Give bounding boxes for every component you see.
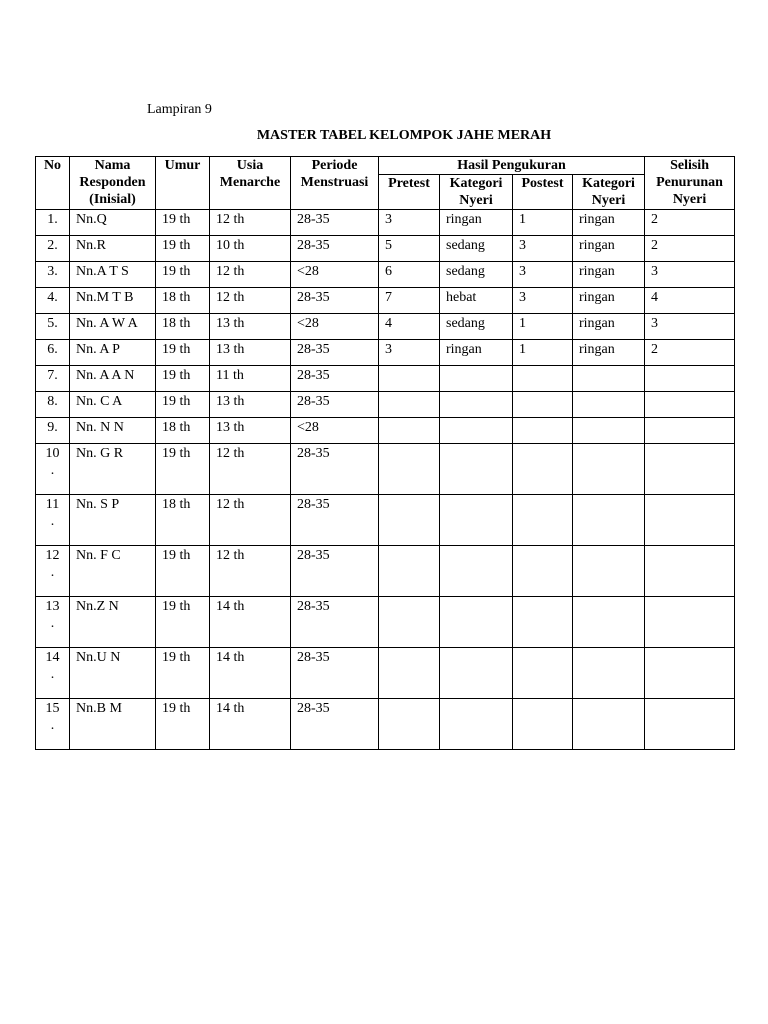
cell-no-text: 11 — [45, 497, 60, 512]
cell-kategori-pre: sedang — [440, 314, 513, 340]
cell-postest — [513, 366, 573, 392]
cell-kategori-post: ringan — [573, 314, 645, 340]
cell-kategori-post: ringan — [573, 262, 645, 288]
cell-usia-menarche: 14 th — [210, 597, 291, 648]
cell-kategori-pre: ringan — [440, 210, 513, 236]
cell-umur: 19 th — [156, 648, 210, 699]
cell-postest: 3 — [513, 236, 573, 262]
cell-nama: Nn. F C — [70, 546, 156, 597]
cell-usia-menarche: 13 th — [210, 392, 291, 418]
cell-selisih: 2 — [645, 210, 735, 236]
cell-kategori-post — [573, 392, 645, 418]
table-row — [36, 288, 735, 314]
cell-pretest: 3 — [379, 340, 440, 366]
cell-umur: 19 th — [156, 210, 210, 236]
cell-selisih — [645, 366, 735, 392]
header-row-1 — [36, 157, 735, 175]
cell-pretest: 6 — [379, 262, 440, 288]
cell-selisih: 3 — [645, 262, 735, 288]
cell-usia-menarche: 10 th — [210, 236, 291, 262]
cell-no — [36, 495, 70, 546]
cell-periode: 28-35 — [291, 546, 379, 597]
cell-usia-menarche: 12 th — [210, 288, 291, 314]
col-header-kategori-pre: Kategori Nyeri — [440, 175, 513, 210]
table-row — [36, 262, 735, 288]
cell-no — [36, 444, 70, 495]
cell-postest — [513, 444, 573, 495]
table-row — [36, 597, 735, 648]
cell-pretest: 7 — [379, 288, 440, 314]
cell-pretest — [379, 597, 440, 648]
cell-kategori-post — [573, 366, 645, 392]
cell-pretest — [379, 495, 440, 546]
cell-selisih: 3 — [645, 314, 735, 340]
cell-pretest — [379, 648, 440, 699]
table-row — [36, 699, 735, 750]
cell-no — [36, 236, 70, 262]
cell-nama: Nn. G R — [70, 444, 156, 495]
cell-umur: 18 th — [156, 314, 210, 340]
cell-usia-menarche: 14 th — [210, 648, 291, 699]
cell-no-period: . — [50, 463, 55, 478]
cell-umur: 19 th — [156, 392, 210, 418]
cell-usia-menarche: 12 th — [210, 262, 291, 288]
table-row — [36, 314, 735, 340]
cell-postest: 1 — [513, 210, 573, 236]
cell-no-period: . — [50, 718, 55, 733]
col-header-periode-menstruasi: Periode Menstruasi — [291, 157, 379, 210]
cell-no-text: 10 — [45, 446, 60, 461]
col-header-nama: Nama Responden (Inisial) — [70, 157, 156, 210]
cell-umur: 18 th — [156, 495, 210, 546]
cell-no-period: . — [50, 667, 55, 682]
cell-no — [36, 597, 70, 648]
cell-kategori-pre: ringan — [440, 340, 513, 366]
cell-postest — [513, 648, 573, 699]
cell-no — [36, 340, 70, 366]
cell-pretest: 3 — [379, 210, 440, 236]
cell-selisih: 2 — [645, 340, 735, 366]
cell-no-text: 1. — [47, 212, 58, 227]
cell-no — [36, 288, 70, 314]
cell-no — [36, 418, 70, 444]
cell-nama: Nn. N N — [70, 418, 156, 444]
cell-nama: Nn.U N — [70, 648, 156, 699]
cell-usia-menarche: 12 th — [210, 546, 291, 597]
cell-usia-menarche: 14 th — [210, 699, 291, 750]
cell-kategori-pre — [440, 546, 513, 597]
cell-periode: 28-35 — [291, 648, 379, 699]
cell-periode: <28 — [291, 262, 379, 288]
cell-periode: 28-35 — [291, 288, 379, 314]
cell-postest — [513, 546, 573, 597]
cell-postest — [513, 392, 573, 418]
cell-pretest — [379, 699, 440, 750]
cell-umur: 18 th — [156, 288, 210, 314]
cell-nama: Nn.B M — [70, 699, 156, 750]
cell-nama: Nn.M T B — [70, 288, 156, 314]
cell-umur: 19 th — [156, 236, 210, 262]
cell-kategori-pre: sedang — [440, 236, 513, 262]
cell-kategori-pre — [440, 366, 513, 392]
cell-no-text: 5. — [47, 316, 58, 331]
cell-pretest — [379, 366, 440, 392]
cell-kategori-pre — [440, 495, 513, 546]
table-row — [36, 546, 735, 597]
col-header-hasil-pengukuran: Hasil Pengukuran — [379, 157, 645, 175]
cell-kategori-post — [573, 444, 645, 495]
cell-no-period: . — [50, 565, 55, 580]
cell-periode: <28 — [291, 314, 379, 340]
cell-no-text: 13 — [45, 599, 60, 614]
col-header-selisih: Selisih Penurunan Nyeri — [645, 157, 735, 210]
cell-periode: 28-35 — [291, 392, 379, 418]
col-header-usia-menarche: Usia Menarche — [210, 157, 291, 210]
cell-pretest — [379, 444, 440, 495]
table-row — [36, 366, 735, 392]
cell-postest — [513, 597, 573, 648]
cell-no-period: . — [50, 616, 55, 631]
cell-usia-menarche: 13 th — [210, 314, 291, 340]
cell-kategori-post — [573, 418, 645, 444]
cell-no-text: 15 — [45, 701, 60, 716]
cell-usia-menarche: 12 th — [210, 444, 291, 495]
table-row — [36, 444, 735, 495]
cell-no — [36, 392, 70, 418]
cell-no-text: 7. — [47, 368, 58, 383]
cell-umur: 18 th — [156, 418, 210, 444]
cell-nama: Nn. A W A — [70, 314, 156, 340]
cell-selisih — [645, 495, 735, 546]
cell-no — [36, 314, 70, 340]
cell-umur: 19 th — [156, 546, 210, 597]
cell-no-text: 6. — [47, 342, 58, 357]
cell-nama: Nn.R — [70, 236, 156, 262]
cell-kategori-pre — [440, 699, 513, 750]
cell-postest: 1 — [513, 314, 573, 340]
cell-umur: 19 th — [156, 699, 210, 750]
cell-umur: 19 th — [156, 340, 210, 366]
cell-periode: 28-35 — [291, 366, 379, 392]
cell-kategori-post — [573, 648, 645, 699]
cell-selisih — [645, 444, 735, 495]
cell-nama: Nn.A T S — [70, 262, 156, 288]
cell-no-text: 14 — [45, 650, 60, 665]
cell-no-text: 3. — [47, 264, 58, 279]
cell-periode: 28-35 — [291, 210, 379, 236]
cell-kategori-pre: sedang — [440, 262, 513, 288]
cell-umur: 19 th — [156, 366, 210, 392]
cell-kategori-pre — [440, 597, 513, 648]
col-header-kategori-post: Kategori Nyeri — [573, 175, 645, 210]
cell-periode: 28-35 — [291, 444, 379, 495]
cell-no-text: 2. — [47, 238, 58, 253]
cell-usia-menarche: 12 th — [210, 495, 291, 546]
cell-kategori-post — [573, 546, 645, 597]
cell-no-text: 9. — [47, 420, 58, 435]
cell-kategori-post — [573, 699, 645, 750]
cell-kategori-pre — [440, 648, 513, 699]
cell-postest — [513, 418, 573, 444]
cell-no-text: 8. — [47, 394, 58, 409]
table-title: MASTER TABEL KELOMPOK JAHE MERAH — [256, 128, 552, 143]
table-row — [36, 340, 735, 366]
cell-umur: 19 th — [156, 262, 210, 288]
cell-no — [36, 210, 70, 236]
cell-no — [36, 699, 70, 750]
col-header-pretest: Pretest — [379, 175, 440, 210]
cell-selisih: 2 — [645, 236, 735, 262]
cell-postest: 3 — [513, 262, 573, 288]
table-row — [36, 495, 735, 546]
cell-selisih — [645, 418, 735, 444]
cell-postest — [513, 495, 573, 546]
cell-pretest — [379, 392, 440, 418]
cell-usia-menarche: 11 th — [210, 366, 291, 392]
cell-umur: 19 th — [156, 444, 210, 495]
cell-kategori-post: ringan — [573, 288, 645, 314]
cell-usia-menarche: 13 th — [210, 340, 291, 366]
cell-periode: 28-35 — [291, 340, 379, 366]
cell-nama: Nn.Q — [70, 210, 156, 236]
cell-pretest: 5 — [379, 236, 440, 262]
cell-kategori-pre: hebat — [440, 288, 513, 314]
table-row — [36, 418, 735, 444]
col-header-postest: Postest — [513, 175, 573, 210]
cell-periode: <28 — [291, 418, 379, 444]
cell-kategori-post: ringan — [573, 236, 645, 262]
appendix-label: Lampiran 9 — [147, 102, 212, 117]
cell-umur: 19 th — [156, 597, 210, 648]
table-row — [36, 210, 735, 236]
cell-no — [36, 366, 70, 392]
cell-postest: 3 — [513, 288, 573, 314]
cell-selisih — [645, 392, 735, 418]
cell-periode: 28-35 — [291, 236, 379, 262]
cell-kategori-pre — [440, 418, 513, 444]
cell-no-text: 4. — [47, 290, 58, 305]
cell-kategori-post: ringan — [573, 210, 645, 236]
cell-selisih — [645, 597, 735, 648]
cell-nama: Nn.Z N — [70, 597, 156, 648]
master-table — [35, 156, 735, 750]
cell-nama: Nn. A P — [70, 340, 156, 366]
table-row — [36, 648, 735, 699]
cell-kategori-post — [573, 495, 645, 546]
col-header-no: No — [36, 157, 70, 210]
cell-selisih — [645, 546, 735, 597]
cell-selisih — [645, 699, 735, 750]
table-row — [36, 392, 735, 418]
cell-kategori-pre — [440, 444, 513, 495]
cell-postest — [513, 699, 573, 750]
cell-no — [36, 262, 70, 288]
cell-selisih: 4 — [645, 288, 735, 314]
col-header-umur: Umur — [156, 157, 210, 210]
cell-periode: 28-35 — [291, 597, 379, 648]
cell-selisih — [645, 648, 735, 699]
cell-nama: Nn. C A — [70, 392, 156, 418]
cell-periode: 28-35 — [291, 699, 379, 750]
cell-no — [36, 546, 70, 597]
cell-periode: 28-35 — [291, 495, 379, 546]
cell-no-period: . — [50, 514, 55, 529]
cell-pretest: 4 — [379, 314, 440, 340]
cell-usia-menarche: 12 th — [210, 210, 291, 236]
table-body — [36, 210, 735, 750]
cell-pretest — [379, 418, 440, 444]
cell-no — [36, 648, 70, 699]
cell-pretest — [379, 546, 440, 597]
cell-postest: 1 — [513, 340, 573, 366]
cell-usia-menarche: 13 th — [210, 418, 291, 444]
cell-no-text: 12 — [45, 548, 60, 563]
cell-nama: Nn. S P — [70, 495, 156, 546]
cell-kategori-post — [573, 597, 645, 648]
cell-kategori-post: ringan — [573, 340, 645, 366]
cell-nama: Nn. A A N — [70, 366, 156, 392]
table-row — [36, 236, 735, 262]
cell-kategori-pre — [440, 392, 513, 418]
